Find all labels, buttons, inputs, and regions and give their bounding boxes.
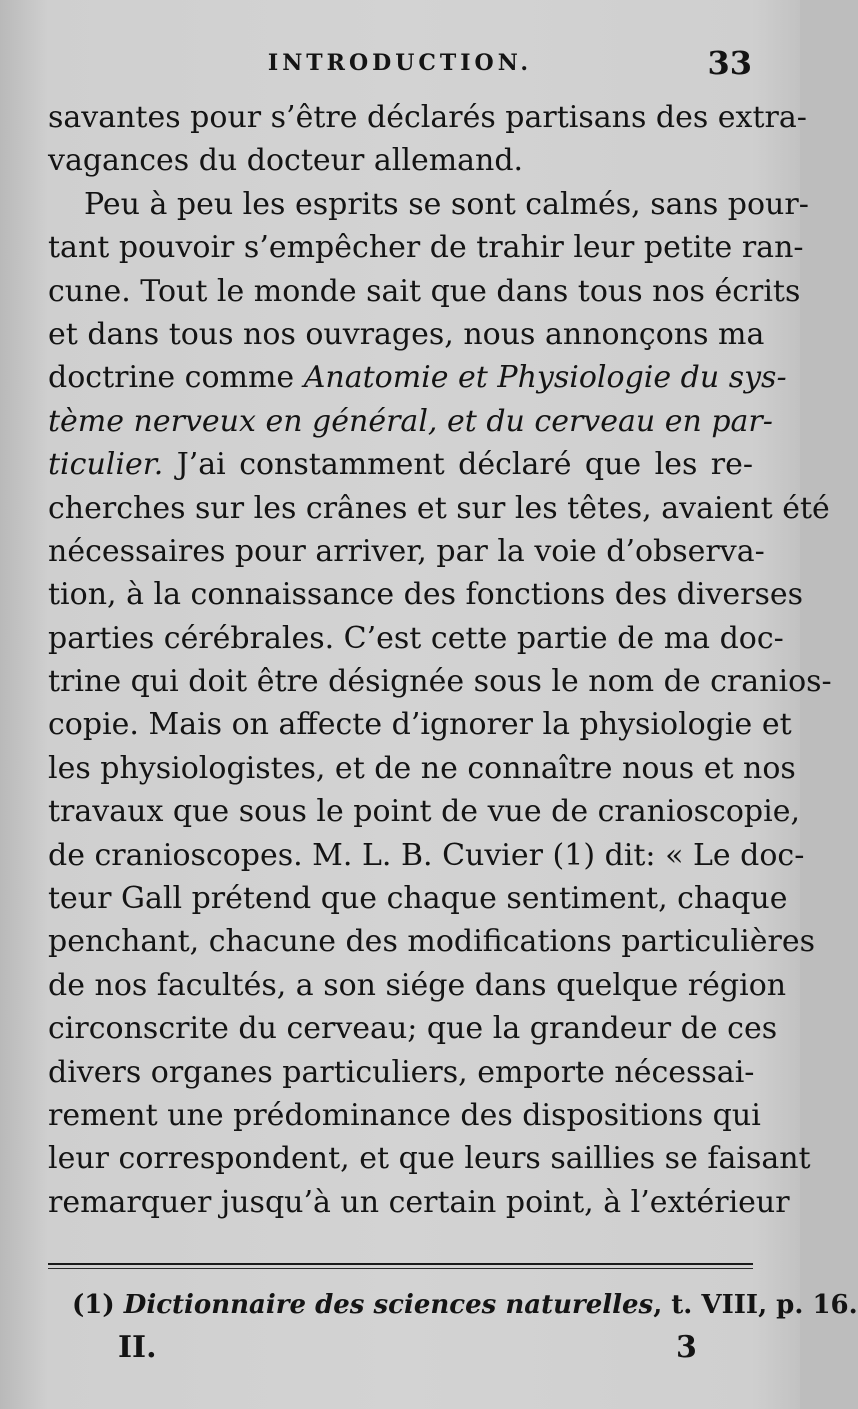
text-line [48, 443, 753, 486]
signature-number: 3 [676, 1330, 697, 1365]
body-text [48, 96, 832, 1224]
text-segment: doctrine comme [48, 360, 295, 396]
book-title-segment: ticulier. [48, 447, 164, 483]
text-line: tant pouvoir s’empêcher de trahir leur petite ran- [48, 230, 804, 266]
footnote [72, 1290, 858, 1320]
text-line: de nos facultés, a son siége dans quelque région [48, 967, 787, 1003]
text-line: les physiologistes, et de ne connaître nous et nos [48, 750, 796, 786]
text-line: copie. Mais on affecte d’ignorer la physiologie et [48, 707, 792, 743]
text-line: travaux que sous le point de vue de cranioscopie, [48, 794, 800, 830]
text-line: teur Gall prétend que chaque sentiment, chaque [48, 881, 788, 917]
text-line: trine qui doit être désignée sous le nom de cranios- [48, 664, 832, 700]
text-line: tème nerveux en général, et du cerveau en par- [48, 403, 773, 439]
text-line: parties cérébrales. C’est cette partie de ma doc- [48, 620, 784, 656]
running-head: INTRODUCTION. [267, 50, 533, 76]
text-line: Peu à peu les esprits se sont calmés, sans pour- [84, 186, 809, 222]
text-line: circonscrite du cerveau; que la grandeur de ces [48, 1011, 778, 1047]
text-line: leur correspondent, et que leurs saillies se faisant [48, 1141, 811, 1177]
text-line: et dans tous nos ouvrages, nous annonçons ma [48, 316, 765, 352]
text-segment: J’ai constamment déclaré que les re- [176, 447, 753, 483]
footnote-rule [48, 1263, 753, 1265]
page-number: 33 [707, 44, 752, 82]
text-line [48, 356, 787, 399]
text-line: cune. Tout le monde sait que dans tous nos écrits [48, 273, 801, 309]
text-line: penchant, chacune des modifications particulières [48, 924, 815, 960]
page-header [48, 44, 752, 88]
footnote-title: Dictionnaire des sciences naturelles [123, 1290, 654, 1320]
text-line: vagances du docteur allemand. [48, 143, 524, 179]
text-line: divers organes particuliers, emporte nécessai- [48, 1054, 755, 1090]
signature-volume: II. [118, 1330, 157, 1365]
book-title-segment: Anatomie et Physiologie du sys- [303, 360, 787, 396]
footnote-marker: (1) [72, 1290, 115, 1320]
text-line: savantes pour s’être déclarés partisans des extra- [48, 100, 807, 135]
text-line: remarquer jusqu’à un certain point, à l’extérieur [48, 1184, 790, 1220]
text-line: tion, à la connaissance des fonctions des diverses [48, 577, 804, 613]
footnote-reference: , t. VIII, p. 16. [653, 1290, 858, 1320]
text-line: de cranioscopes. M. L. B. Cuvier (1) dit: « Le doc- [48, 837, 805, 873]
text-line: nécessaires pour arriver, par la voie d’observa- [48, 533, 765, 569]
text-line: rement une prédominance des dispositions qui [48, 1097, 761, 1133]
text-line: cherches sur les crânes et sur les têtes, avaient été [48, 490, 830, 526]
footnote-rule-thin [48, 1268, 753, 1269]
